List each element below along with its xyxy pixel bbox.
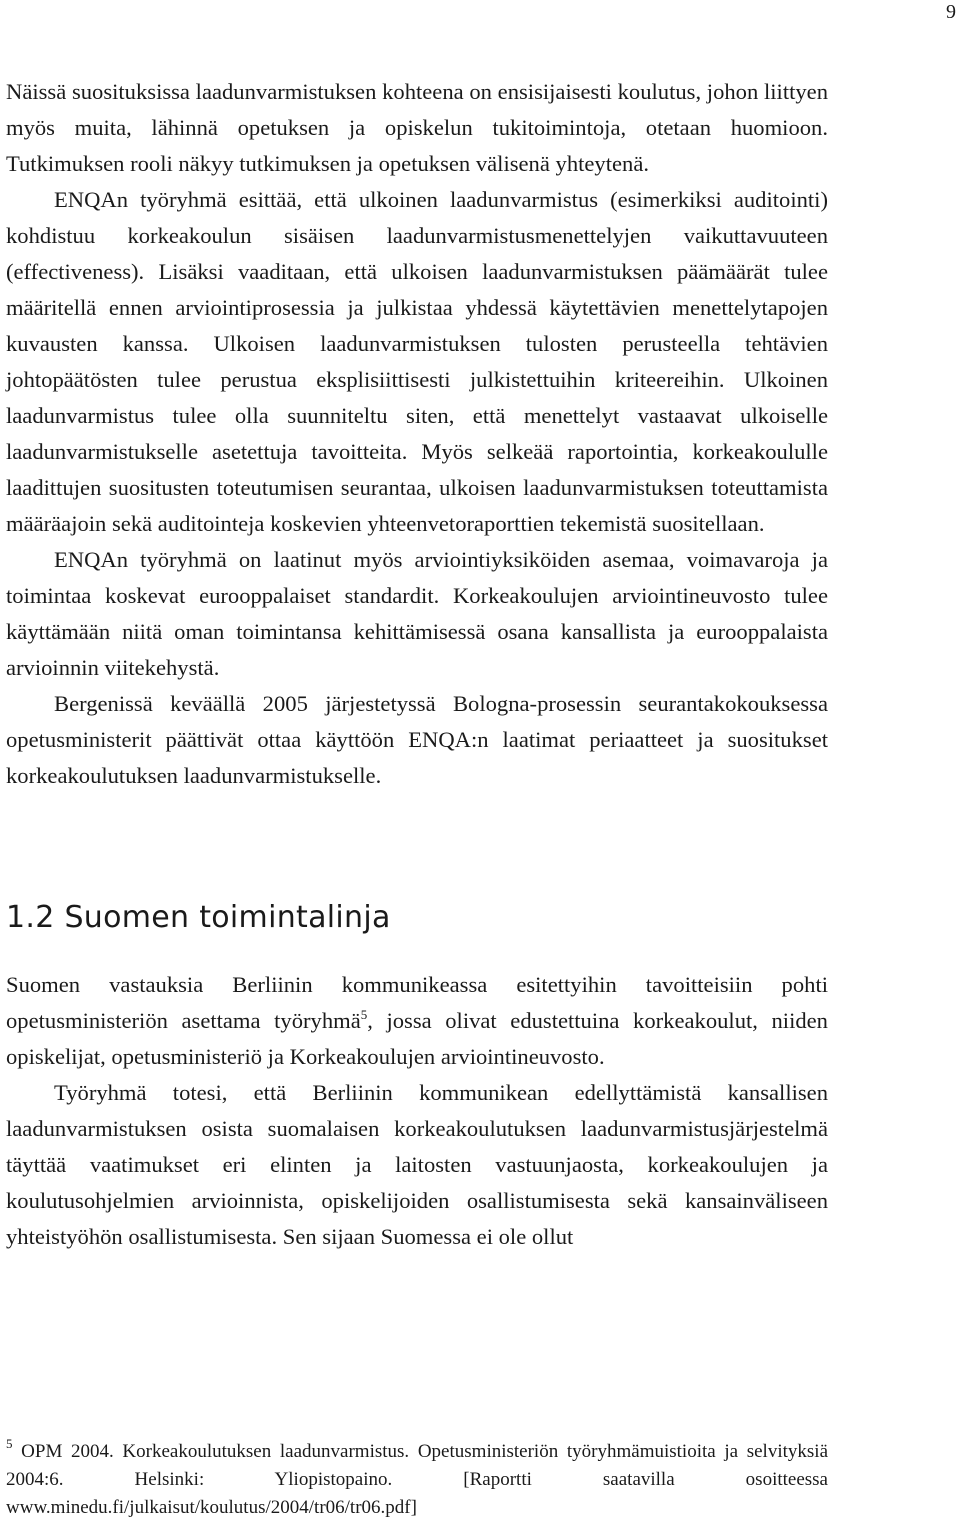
body-text-top: [6, 74, 828, 794]
footnote-number: 5: [6, 1436, 13, 1451]
paragraph-text: Suomen vastauksia Berliinin kommunikeassa esitettyihin tavoitteisiin pohti opetusministeriön asettama työryhmä: [6, 972, 828, 1033]
paragraph: Näissä suosituksissa laadunvarmistuksen kohteena on ensisijaisesti koulutus, johon liittyen myös muita, lähinnä opetuksen ja opiskelun tukitoimintoja, otetaan huomioon. Tutkimuksen rooli näkyy tutkimuksen ja opetuksen välisenä yhteytenä.: [6, 79, 828, 176]
paragraph-text: , jossa olivat edustettuina korkeakoulut, niiden opiskelijat, opetusministeriö ja Korkeakoulujen arviointineuvosto.: [6, 1008, 828, 1069]
footnote-reference: 5: [360, 1007, 368, 1022]
paragraph: ENQAn työryhmä esittää, että ulkoinen laadunvarmistus (esimerkiksi auditointi) kohdistuu korkeakoulun sisäisen laadunvarmistusmenettelyjen vaikuttavuuteen (effectiveness). Lisäksi vaaditaan, että ulkoisen laadunvarmistuksen päämäärät tulee määritellä ennen arviointiprosessia ja julkistaa yhdessä käytettävien menettelytapojen kuvausten kanssa. Ulkoisen laadunvarmistuksen tulosten perusteella tehtävien johtopäätösten tulee perustua eksplisiittisesti julkistettuihin kriteereihin. Ulkoinen laadunvarmistus tulee olla suunniteltu siten, että menettelyt vastaavat ulkoiselle laadunvarmistukselle asetettuja tavoitteita. Myös selkeää raportointia, korkeakoululle laadittujen suositusten toteutumisen seurantaa, ulkoisen laadunvarmistuksen toteuttamista määräajoin sekä auditointeja koskevien yhteenvetoraporttien tekemistä suositellaan.: [6, 187, 828, 536]
page-number: 9: [946, 1, 956, 23]
footnotes: [6, 1438, 828, 1522]
paragraph: Bergenissä keväällä 2005 järjestetyssä Bologna-prosessin seurantakokouksessa opetusministerit päättivät ottaa käyttöön ENQA:n laatimat periaatteet ja suositukset korkeakoulutuksen laadunvarmistukselle.: [6, 691, 828, 788]
body-text-section: [6, 967, 828, 1255]
footnote-text: OPM 2004. Korkeakoulutuksen laadunvarmistus. Opetusministeriön työryhmämuistioita ja selvityksiä 2004:6. Helsinki: Yliopistopaino. [Raportti saatavilla osoitteessa www.minedu.fi/julkaisut/koulutus/2004/tr06/tr06.pdf]: [6, 1441, 828, 1518]
paragraph: ENQAn työryhmä on laatinut myös arviointiyksiköiden asemaa, voimavaroja ja toimintaa koskevat eurooppalaiset standardit. Korkeakoulujen arviointineuvosto tulee käyttämään niitä oman toimintansa kehittämisessä osana kansallista ja eurooppalaista arvioinnin viitekehystä.: [6, 547, 828, 680]
paragraph: [6, 967, 828, 1075]
paragraph: Työryhmä totesi, että Berliinin kommunikean edellyttämistä kansallisen laadunvarmistuksen osista suomalaisen korkeakoulutuksen laadunvarmistusjärjestelmä täyttää vaatimukset eri elinten ja laitosten vastuunjaosta, korkeakoulujen ja koulutusohjelmien arvioinnista, opiskelijoiden osallistumisesta sekä kansainväliseen yhteistyöhön osallistumisesta. Sen sijaan Suomessa ei ole ollut: [6, 1080, 828, 1249]
footnote: [6, 1438, 828, 1522]
section-heading: 1.2 Suomen toimintalinja: [6, 900, 391, 935]
